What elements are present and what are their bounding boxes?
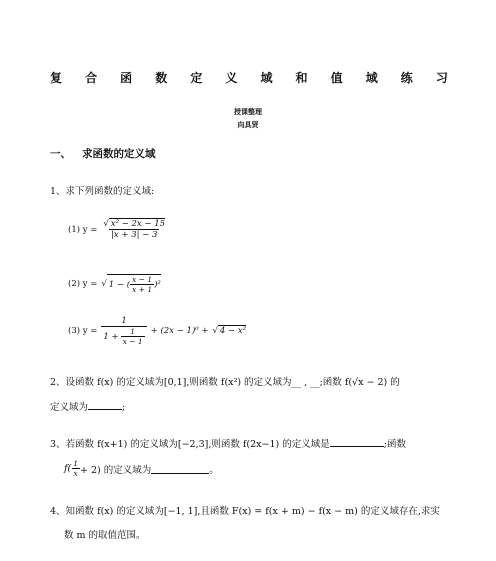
formula-3-radical: √ 4 − x²: [212, 326, 247, 336]
question-2-line-1: 2、设函数 f(x) 的定义域为[0,1],则函数 f(x²) 的定义域为__ , __;函数 f(√x − 2) 的: [50, 377, 400, 388]
formula-2-radical: √ 1 − ( $\frac{x - 1}{x + 1}$ )²: [101, 275, 161, 294]
title-char: 域: [260, 71, 273, 85]
section-heading: [50, 146, 156, 161]
question-2-line-2: 定义域为 ;: [50, 402, 126, 413]
document-subtitle: 授课整理: [234, 107, 262, 116]
title-char: 合: [85, 71, 98, 85]
formula-1-fraction: [101, 219, 167, 240]
answer-blank: [151, 464, 209, 474]
section-number: 一、: [50, 148, 71, 160]
title-char: 值: [330, 71, 343, 85]
title-char: 定: [190, 71, 203, 85]
formula-3-inner-fraction: $\frac{1}{x - 1}$: [122, 327, 143, 346]
formula-1-denominator: |x + 3| − 3: [111, 230, 158, 240]
formula-3-fraction: 1 1 + $\frac{1}{x - 1}$: [101, 316, 146, 346]
formula-2-fraction: $\frac{x - 1}{x + 1}$: [132, 275, 153, 294]
answer-blank: [330, 437, 384, 447]
title-char: 域: [365, 71, 378, 85]
document-title: [50, 69, 448, 86]
question-4-line-1: 4、知函数 f(x) 的定义域为[−1, 1],且函数 F(x) = f(x + m) − f(x − m) 的定义域存在,求实: [50, 506, 440, 517]
title-char: 复: [50, 71, 63, 85]
title-char: 练: [400, 71, 413, 85]
section-title: 求函数的定义域: [82, 148, 156, 160]
formula-1: [68, 219, 167, 240]
question-3-line-2: f( $\frac{1}{x}$ + 2) 的定义域为 。: [64, 459, 219, 478]
formula-3: [68, 316, 246, 346]
title-char: 函: [120, 71, 133, 85]
document-author: 向具贤: [237, 120, 259, 129]
title-char: 和: [295, 71, 308, 85]
title-char: 义: [225, 71, 238, 85]
formula-2-label: (2) y =: [68, 279, 98, 289]
formula-2: [68, 274, 161, 294]
question-4-line-2: 数 m 的取值范围。: [64, 530, 146, 541]
formula-3-label: (3) y =: [68, 326, 98, 336]
formula-3-middle: + (2x − 1)⁰ +: [150, 326, 209, 336]
formula-1-label: (1) y =: [68, 224, 98, 235]
answer-blank: __ , __: [291, 377, 320, 388]
formula-1-numerator: √ x² − 2x − 15: [103, 219, 166, 229]
question-3-line-1: 3、若函数 f(x+1) 的定义域为[−2,3],则函数 f(2x−1) 的定义域是 ;函数: [50, 439, 406, 450]
answer-blank: [88, 400, 122, 410]
title-char: 习: [435, 71, 448, 85]
title-char: 数: [155, 71, 168, 85]
question-3-fraction: $\frac{1}{x}$: [73, 459, 79, 478]
question-1-prompt: 1、求下列函数的定义域:: [50, 186, 155, 197]
